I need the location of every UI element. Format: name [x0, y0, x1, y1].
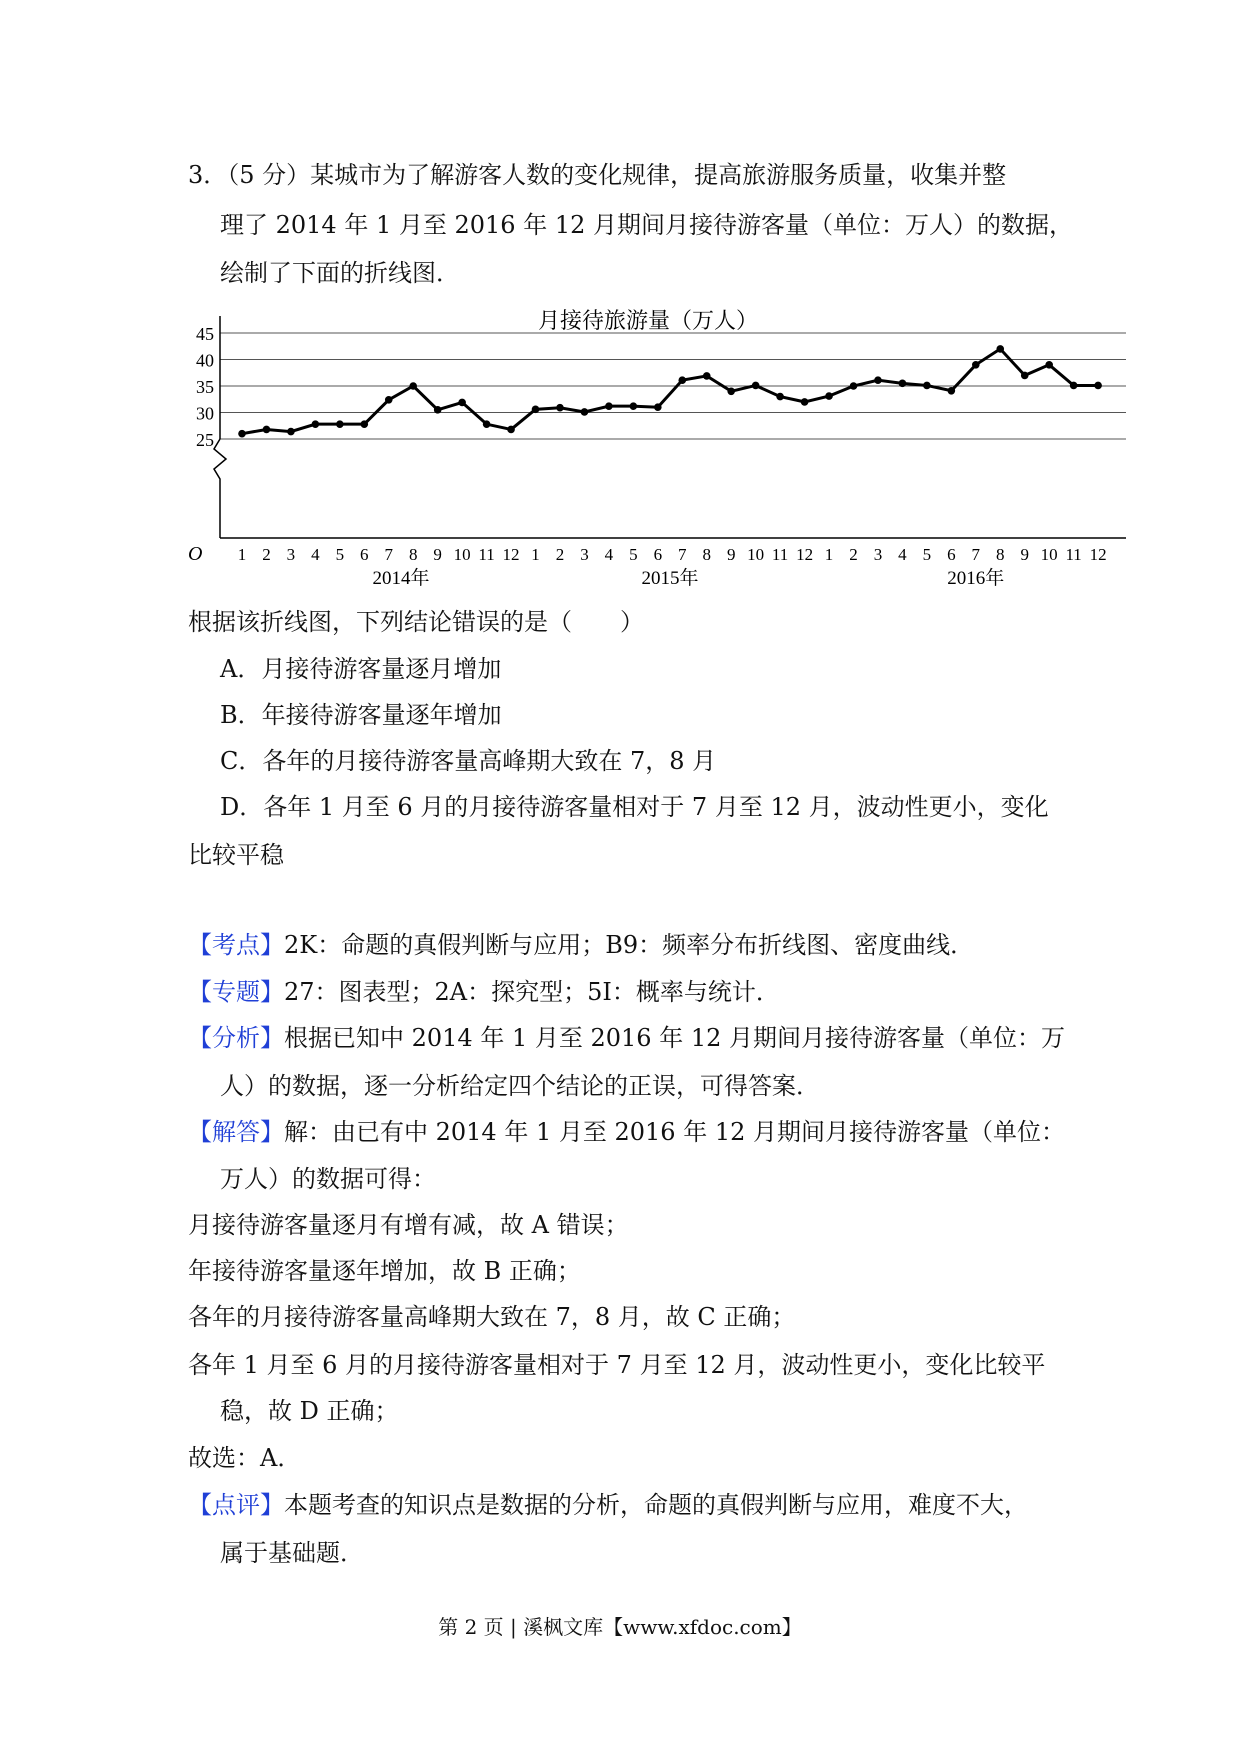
data-point: [581, 408, 589, 416]
jieda-text-2: 万人）的数据可得：: [220, 1165, 436, 1193]
data-point: [434, 406, 442, 414]
data-point: [727, 388, 735, 396]
data-point: [948, 387, 956, 395]
origin-label: O: [188, 543, 203, 565]
data-point: [654, 403, 662, 411]
x-tick-label: 5: [335, 545, 345, 564]
data-point: [825, 392, 833, 400]
x-tick-label: 2: [262, 545, 271, 564]
data-point: [409, 382, 417, 390]
x-tick-label: 4: [311, 545, 320, 564]
solution-line-1: 月接待游客量逐月有增有减，故 A 错误；: [188, 1211, 629, 1239]
kaodian-tag: 【考点】: [188, 931, 284, 959]
data-point: [899, 380, 907, 388]
year-label: 2015年: [641, 568, 699, 589]
fenxi-text-1: 根据已知中 2014 年 1 月至 2016 年 12 月期间月接待游客量（单位：万: [284, 1024, 1065, 1052]
question-line-1: 3．（5 分）某城市为了解游客人数的变化规律，提高旅游服务质量，收集并整: [188, 161, 1007, 189]
x-tick-label: 3: [580, 545, 589, 564]
data-point: [630, 402, 638, 410]
x-tick-label: 9: [1020, 545, 1029, 564]
data-point: [385, 396, 393, 404]
x-tick-label: 10: [453, 545, 471, 564]
data-point: [874, 376, 882, 384]
x-tick-label: 10: [1040, 545, 1058, 564]
y-tick-labels: [196, 324, 214, 450]
fenxi-tag: 【分析】: [188, 1024, 284, 1052]
solution-line-5: 稳，故 D 正确；: [220, 1397, 399, 1425]
solution-line-2: 年接待游客量逐年增加，故 B 正确；: [188, 1257, 581, 1285]
x-tick-label: 6: [947, 545, 956, 564]
x-tick-label: 7: [971, 545, 981, 564]
x-tick-label: 12: [502, 545, 520, 564]
dianping-line: [188, 1490, 1028, 1520]
question-prompt: 根据该折线图，下列结论错误的是（ ）: [188, 608, 644, 636]
x-tick-label: 2: [555, 545, 565, 564]
x-tick-label: 10: [747, 545, 765, 564]
x-tick-label: 5: [629, 545, 638, 564]
data-point: [458, 399, 466, 407]
x-tick-labels: [238, 545, 1107, 564]
data-point: [312, 420, 320, 428]
data-point: [1070, 382, 1078, 390]
x-tick-label: 6: [653, 545, 663, 564]
y-tick-label: 35: [196, 377, 214, 397]
x-tick-label: 5: [922, 545, 932, 564]
data-point: [238, 430, 246, 438]
year-label: 2014年: [372, 568, 430, 589]
question-line-3: 绘制了下面的折线图．: [220, 259, 460, 287]
question-line-2: 理了 2014 年 1 月至 2016 年 12 月期间月接待游客量（单位：万人）的数据，: [220, 211, 1073, 239]
chart-title: 月接待旅游量（万人）: [537, 308, 759, 333]
fenxi-line: [188, 1023, 1065, 1053]
series-line: [242, 349, 1098, 434]
data-point: [556, 404, 564, 412]
year-labels: [372, 567, 1004, 589]
data-point: [801, 398, 809, 406]
x-tick-label: 2: [849, 545, 858, 564]
solution-line-4: 各年 1 月至 6 月的月接待游客量相对于 7 月至 12 月，波动性更小，变化比较平: [188, 1351, 1046, 1379]
x-tick-label: 9: [726, 545, 736, 564]
data-point: [483, 420, 491, 428]
solution-line-3: 各年的月接待游客量高峰期大致在 7，8 月，故 C 正确；: [188, 1303, 796, 1331]
x-tick-label: 1: [531, 545, 540, 564]
x-tick-label: 8: [408, 545, 418, 564]
data-point: [1021, 372, 1029, 380]
x-tick-label: 6: [360, 545, 369, 564]
x-tick-label: 1: [824, 545, 834, 564]
jieda-tag: 【解答】: [188, 1118, 284, 1146]
zhuanti-line: [188, 977, 780, 1007]
data-point: [532, 406, 540, 414]
x-tick-label: 11: [771, 545, 789, 564]
data-point: [923, 382, 931, 390]
data-point: [336, 420, 344, 428]
option-a: A．月接待游客量逐月增加: [220, 655, 502, 683]
data-point: [287, 428, 295, 436]
x-tick-label: 7: [678, 545, 687, 564]
x-tick-label: 3: [286, 545, 296, 564]
zhuanti-text: 27：图表型；2A：探究型；5I：概率与统计．: [284, 978, 780, 1006]
x-tick-label: 8: [996, 545, 1005, 564]
option-d: D．各年 1 月至 6 月的月接待游客量相对于 7 月至 12 月，波动性更小，变化: [220, 793, 1049, 821]
option-b: B．年接待游客量逐年增加: [220, 701, 502, 729]
jieda-text-1: 解：由已有中 2014 年 1 月至 2016 年 12 月期间月接待游客量（单位：: [284, 1118, 1065, 1146]
x-tick-label: 1: [237, 545, 247, 564]
data-point: [605, 402, 613, 410]
data-point: [703, 372, 711, 380]
x-tick-label: 12: [1089, 545, 1107, 564]
y-tick-label: 30: [196, 403, 214, 424]
data-point: [507, 426, 515, 434]
x-tick-label: 9: [433, 545, 442, 564]
dianping-text-2: 属于基础题．: [220, 1539, 364, 1567]
data-point: [1094, 382, 1102, 390]
data-point: [752, 382, 760, 390]
x-tick-label: 8: [702, 545, 711, 564]
chart-axes: [214, 316, 1126, 538]
data-point: [263, 426, 271, 434]
y-tick-label: 25: [196, 430, 214, 450]
x-tick-label: 3: [873, 545, 883, 564]
data-point: [361, 420, 369, 428]
data-point: [776, 393, 784, 401]
dianping-tag: 【点评】: [188, 1491, 284, 1519]
data-point: [850, 382, 858, 390]
dianping-text-1: 本题考查的知识点是数据的分析，命题的真假判断与应用，难度不大，: [284, 1491, 1028, 1519]
data-point: [972, 361, 980, 369]
data-point: [678, 376, 686, 384]
x-tick-label: 4: [898, 545, 907, 564]
option-d-continued: 比较平稳: [188, 841, 284, 869]
y-tick-label: 40: [196, 350, 214, 371]
jieda-line: [188, 1117, 1065, 1147]
y-axis-break: [214, 439, 226, 538]
x-tick-label: 12: [796, 545, 814, 564]
data-point: [996, 345, 1004, 353]
data-point: [1045, 361, 1053, 369]
page-footer: 第 2 页 | 溪枫文库【www.xfdoc.com】: [438, 1615, 802, 1639]
y-tick-label: 45: [196, 324, 214, 344]
zhuanti-tag: 【专题】: [188, 978, 284, 1006]
answer-line: 故选：A．: [188, 1444, 302, 1472]
line-chart: [180, 298, 1130, 598]
year-label: 2016年: [947, 568, 1005, 589]
data-points: [238, 345, 1102, 437]
kaodian-line: [188, 930, 974, 960]
option-c: C．各年的月接待游客量高峰期大致在 7，8 月: [220, 747, 717, 775]
x-tick-label: 11: [1065, 545, 1082, 564]
kaodian-text: 2K：命题的真假判断与应用；B9：频率分布折线图、密度曲线．: [284, 931, 975, 959]
x-tick-label: 4: [604, 545, 614, 564]
x-tick-label: 7: [384, 545, 394, 564]
x-tick-label: 11: [478, 545, 495, 564]
fenxi-text-2: 人）的数据，逐一分析给定四个结论的正误，可得答案．: [220, 1072, 820, 1100]
